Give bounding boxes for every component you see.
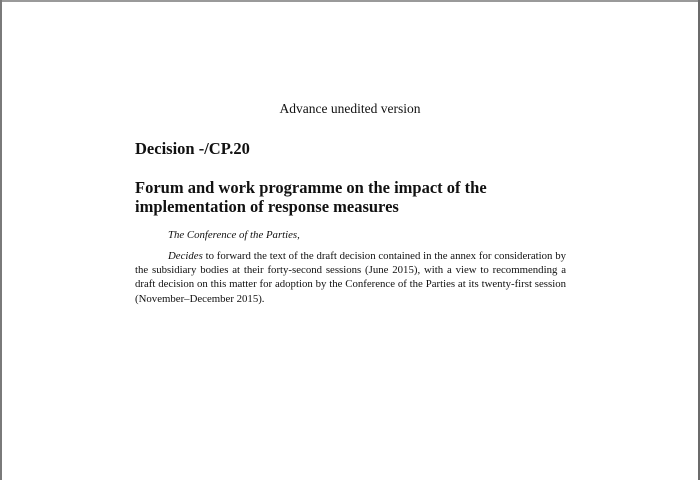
preamble-text: The Conference of the Parties, [168,229,300,241]
paragraph-keyword: Decides [168,250,203,262]
decision-number-heading: Decision -/CP.20 [135,139,250,158]
document-page [2,2,698,480]
paragraph-body: to forward the text of the draft decision contained in the annex for consideration by the subsidiary bodies at their forty-second sessions (June 2015), with a view to recommending a draft decision on this matter for adoption by the Conference of the Parties at its twenty-first session (November–December 2015). [135,250,566,305]
document-status-line: Advance unedited version [279,101,421,116]
decision-title: Forum and work programme on the impact of the implementation of response measures [135,178,487,216]
operative-paragraph [135,249,566,306]
